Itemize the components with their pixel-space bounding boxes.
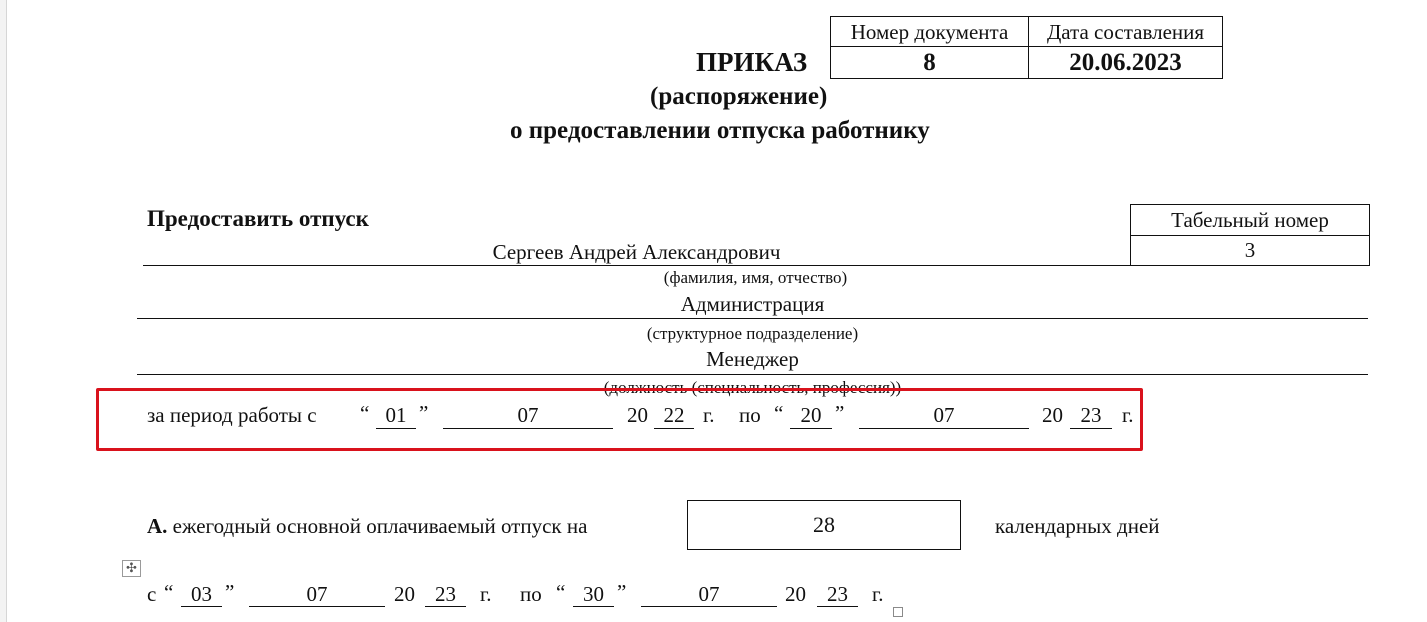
work-to-month[interactable]: 07 bbox=[933, 403, 955, 427]
work-to-year-prefix: 20 bbox=[1042, 403, 1063, 427]
open-quote: “ bbox=[360, 401, 370, 425]
section-a-text: ежегодный основной оплачиваемый отпуск на bbox=[172, 514, 588, 538]
work-from-month-underline bbox=[443, 428, 613, 429]
doc-date-value[interactable]: 20.06.2023 bbox=[1069, 49, 1182, 76]
work-to-year[interactable]: 23 bbox=[1080, 403, 1102, 427]
department-field[interactable]: Администрация bbox=[680, 292, 825, 316]
work-from-day[interactable]: 01 bbox=[385, 403, 407, 427]
doc-date-cell bbox=[1029, 17, 1222, 78]
work-to-month-underline bbox=[859, 428, 1029, 429]
vac-from-year-suffix: г. bbox=[480, 582, 492, 606]
vac-open-quote: “ bbox=[164, 580, 174, 604]
vac-to-month-underline bbox=[641, 606, 777, 607]
section-a-letter: А. bbox=[147, 514, 168, 538]
position-field[interactable]: Менеджер bbox=[706, 347, 799, 371]
close-quote-2: ” bbox=[835, 401, 845, 425]
vac-to-year-suffix: г. bbox=[872, 582, 884, 606]
vacation-days-field[interactable]: 28 bbox=[687, 500, 961, 550]
order-subtitle: (распоряжение) bbox=[650, 83, 828, 110]
work-to-year-suffix: г. bbox=[1122, 403, 1134, 427]
vac-from-month[interactable]: 07 bbox=[306, 582, 328, 606]
department-caption: (структурное подразделение) bbox=[646, 324, 859, 343]
vac-from-year[interactable]: 23 bbox=[435, 582, 456, 606]
work-to-word: по bbox=[739, 403, 761, 427]
doc-number-cell bbox=[831, 17, 1029, 78]
tab-number-label: Табельный номер bbox=[1131, 205, 1369, 236]
tab-number-value[interactable]: 3 bbox=[1244, 238, 1256, 262]
vac-from-year-prefix: 20 bbox=[394, 582, 415, 606]
position-caption: (должность (специальность, профессия)) bbox=[603, 378, 902, 397]
vac-close-quote: ” bbox=[225, 580, 235, 604]
doc-date-label: Дата составления bbox=[1029, 17, 1222, 47]
department-underline bbox=[137, 318, 1368, 319]
vac-to-day-underline bbox=[573, 606, 614, 607]
employee-name-field[interactable]: Сергеев Андрей Александрович bbox=[492, 240, 781, 264]
work-to-day-underline bbox=[790, 428, 832, 429]
vac-from-day[interactable]: 03 bbox=[191, 582, 212, 606]
work-to-year-underline bbox=[1070, 428, 1112, 429]
employee-name-underline bbox=[143, 265, 1130, 266]
open-quote-2: “ bbox=[774, 401, 784, 425]
work-to-day[interactable]: 20 bbox=[800, 403, 822, 427]
work-from-month[interactable]: 07 bbox=[517, 403, 539, 427]
vac-open-quote-2: “ bbox=[556, 580, 566, 604]
vac-to-month[interactable]: 07 bbox=[698, 582, 720, 606]
section-a-line bbox=[147, 514, 587, 539]
page-edge bbox=[0, 0, 7, 622]
vac-close-quote-2: ” bbox=[617, 580, 627, 604]
vac-to-year-prefix: 20 bbox=[785, 582, 806, 606]
work-from-day-underline bbox=[376, 428, 416, 429]
work-from-year-suffix: г. bbox=[703, 403, 715, 427]
vac-to-year[interactable]: 23 bbox=[827, 582, 848, 606]
vac-from-month-underline bbox=[249, 606, 385, 607]
doc-number-value[interactable]: 8 bbox=[923, 49, 936, 76]
vac-to-day[interactable]: 30 bbox=[583, 582, 604, 606]
work-period-label: за период работы с bbox=[147, 403, 317, 427]
vac-from-word: с bbox=[147, 582, 157, 606]
work-from-year-underline bbox=[654, 428, 694, 429]
position-underline bbox=[137, 374, 1368, 375]
employee-name-caption: (фамилия, имя, отчество) bbox=[663, 268, 848, 287]
doc-number-label: Номер документа bbox=[831, 17, 1028, 47]
order-title: ПРИКАЗ bbox=[696, 47, 808, 77]
vac-from-year-underline bbox=[425, 606, 466, 607]
work-from-year-prefix: 20 bbox=[627, 403, 648, 427]
resize-handle-icon[interactable] bbox=[893, 607, 903, 617]
order-purpose: о предоставлении отпуска работнику bbox=[510, 117, 930, 144]
close-quote: ” bbox=[419, 401, 429, 425]
work-from-year[interactable]: 22 bbox=[663, 403, 685, 427]
vac-to-year-underline bbox=[817, 606, 858, 607]
vacation-days-suffix: календарных дней bbox=[995, 514, 1160, 538]
vac-from-day-underline bbox=[181, 606, 222, 607]
grant-label: Предоставить отпуск bbox=[147, 206, 369, 231]
move-icon[interactable]: ✣ bbox=[122, 560, 141, 577]
document-header-table bbox=[830, 16, 1223, 79]
tab-number-table bbox=[1130, 204, 1370, 266]
vac-to-word: по bbox=[520, 582, 542, 606]
